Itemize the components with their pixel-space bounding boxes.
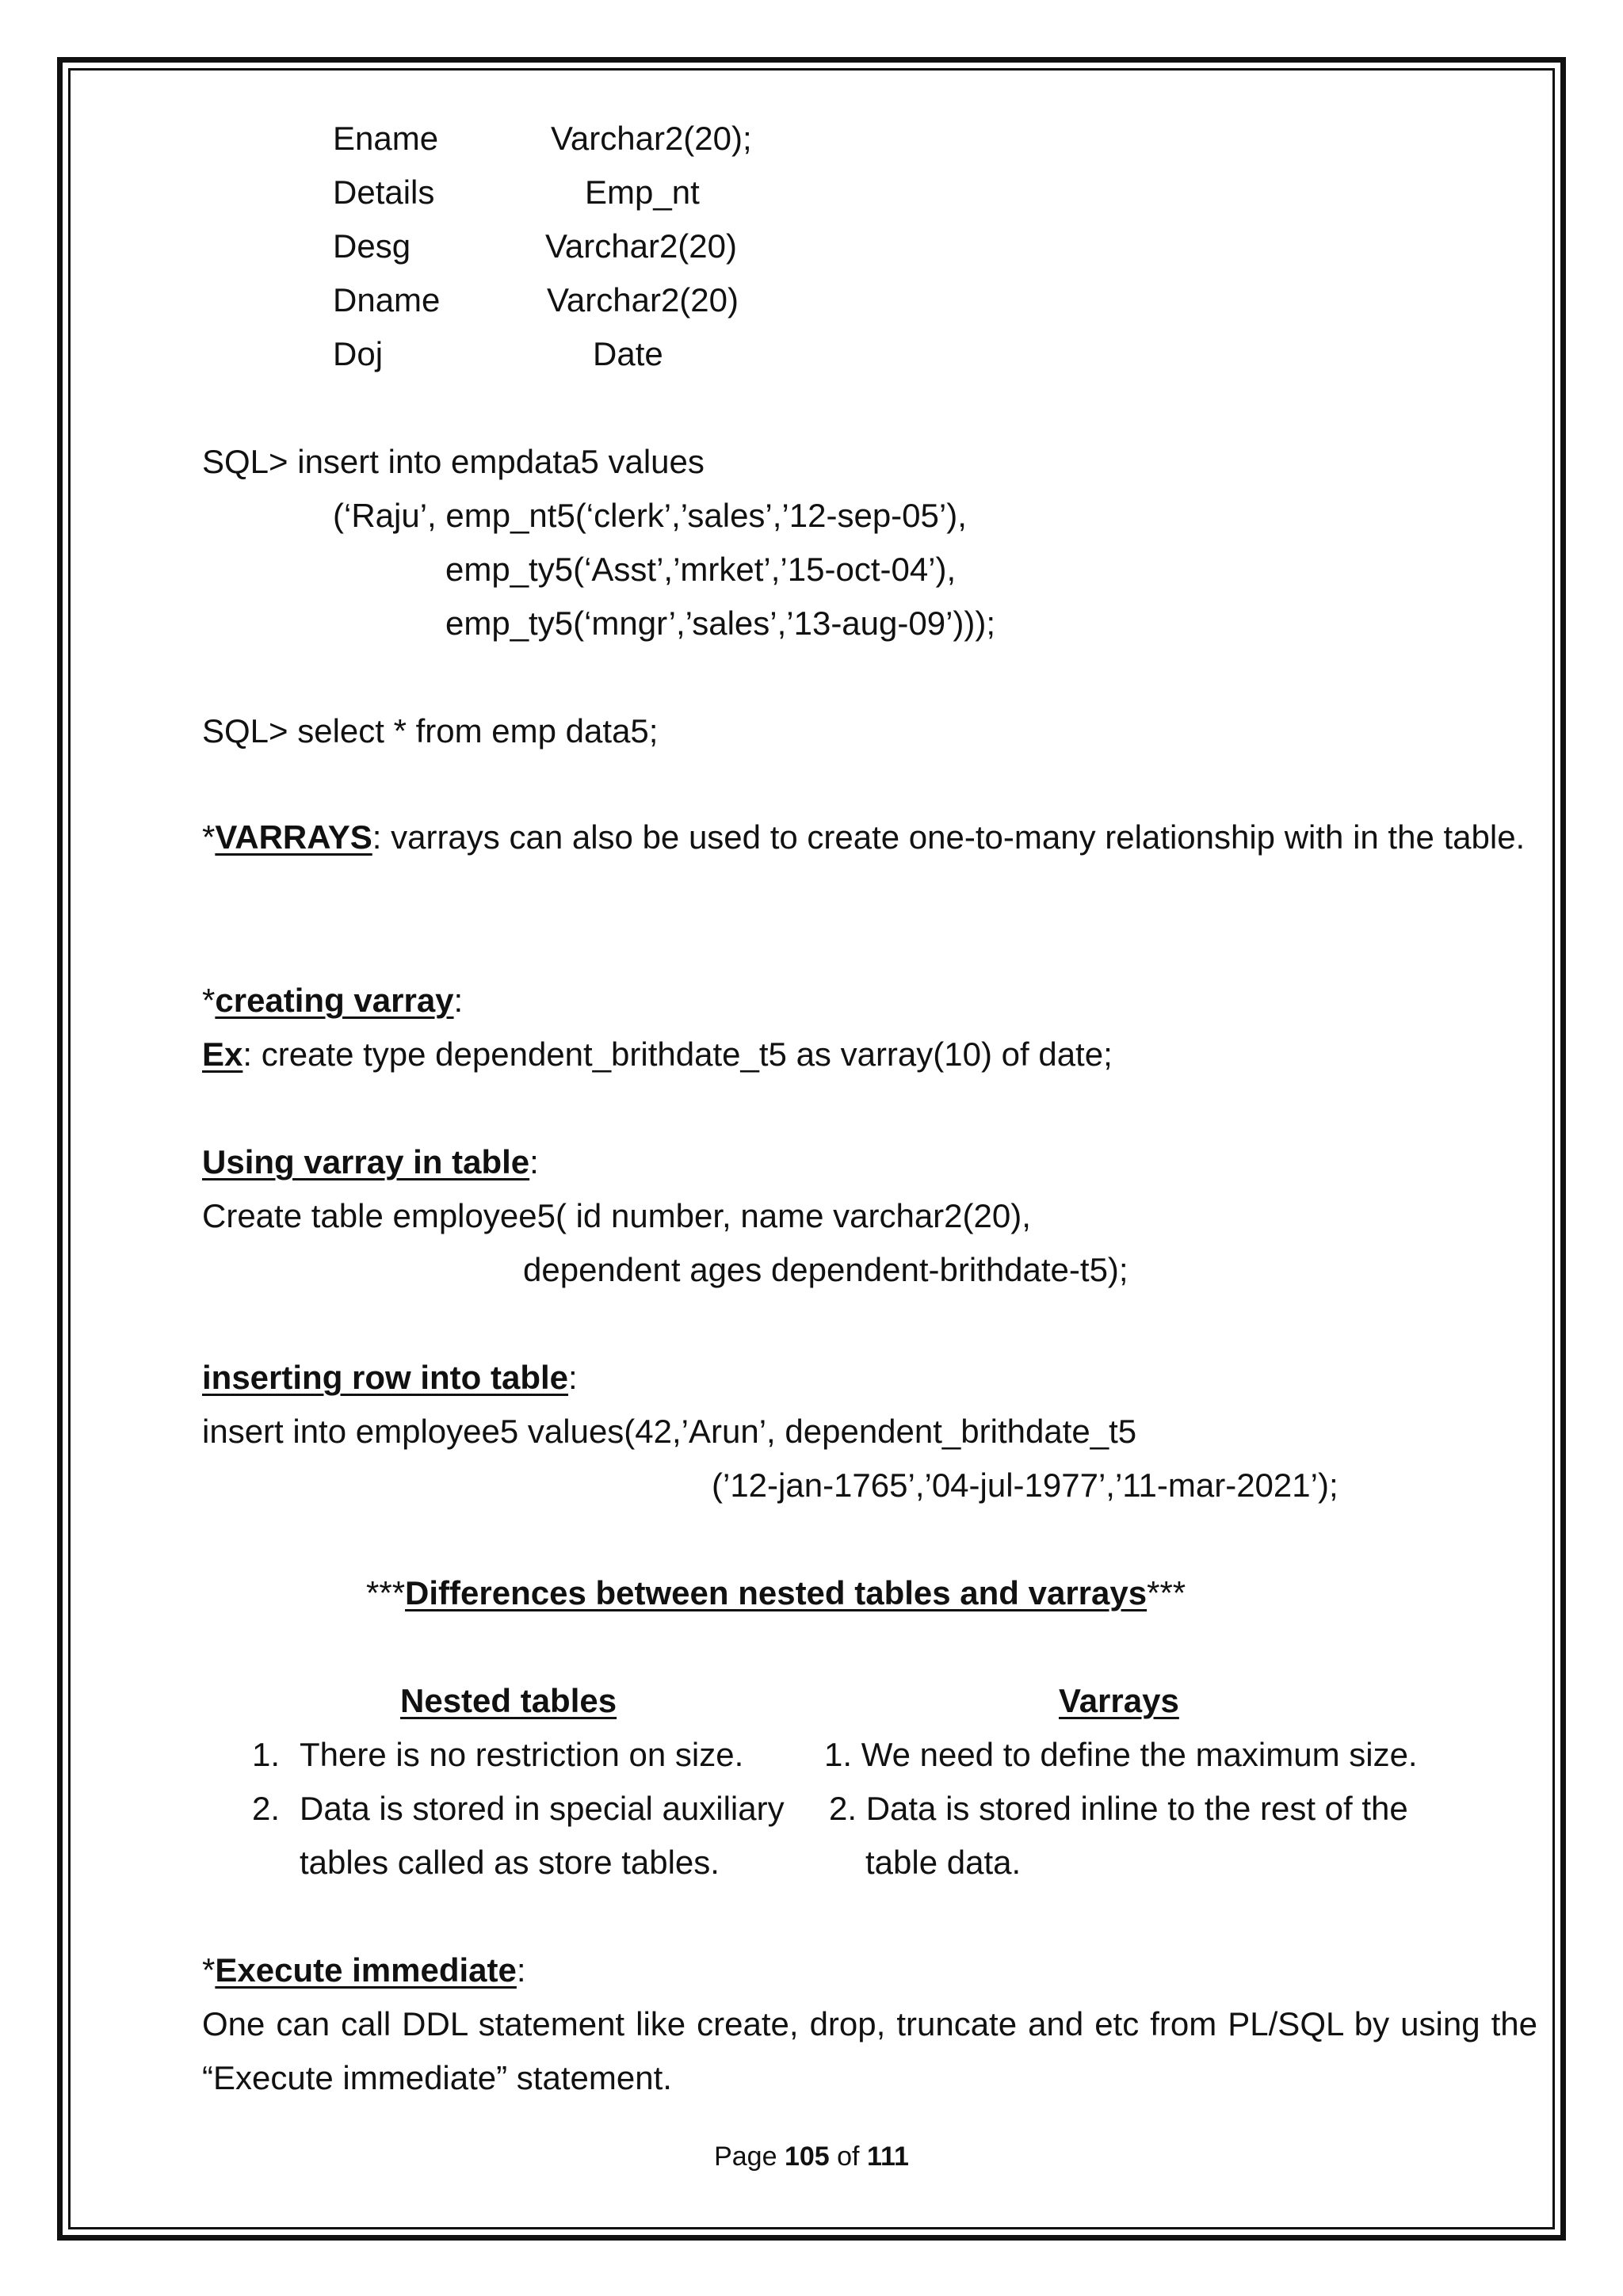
code-line: (‘Raju’, emp_nt5(‘clerk’,’sales’,’12-sep-05’), — [333, 497, 967, 534]
inserting-row-colon: : — [568, 1359, 578, 1396]
current-page-number: 105 — [784, 2142, 830, 2172]
footer-of-word: of — [837, 2142, 860, 2172]
creating-varray-heading: creating varray — [215, 982, 454, 1019]
list-number: 2. — [252, 1790, 281, 1827]
field-name: Desg — [333, 227, 411, 265]
code-line: (’12-jan-1765’,’04-jul-1977’,’11-mar-2021’); — [712, 1466, 1338, 1504]
total-page-count: 111 — [866, 2142, 909, 2172]
creating-varray-star: * — [202, 982, 216, 1019]
field-name: Dname — [333, 281, 441, 318]
code-line: emp_ty5(‘Asst’,’mrket’,’15-oct-04’), — [445, 551, 957, 588]
execute-star: * — [202, 1951, 216, 1989]
select-statement: SQL> select * from emp data5; — [202, 712, 659, 749]
list-item: 1. We need to define the maximum size. — [824, 1736, 1418, 1773]
execute-paragraph: One can call DDL statement like create, drop, truncate and etc from PL/SQL by using the “Execute immediate” statement. — [202, 2005, 1537, 2096]
code-line: Create table employee5( id number, name varchar2(20), — [202, 1197, 1031, 1234]
differences-prefix: *** — [366, 1574, 406, 1611]
list-item: 2. Data is stored inline to the rest of the — [829, 1790, 1408, 1827]
code-line: emp_ty5(‘mngr’,’sales’,’13-aug-09’))); — [445, 605, 996, 642]
field-type: Emp_nt — [585, 174, 700, 211]
varrays-header: Varrays — [1059, 1682, 1179, 1719]
differences-suffix: *** — [1147, 1574, 1186, 1611]
field-name: Doj — [333, 335, 384, 372]
ex-text: : create type dependent_brithdate_t5 as varray(10) of date; — [242, 1035, 1113, 1073]
field-type: Varchar2(20) — [547, 281, 739, 318]
creating-varray-section — [202, 981, 463, 1020]
list-item-continued: table data. — [865, 1844, 1022, 1881]
list-item: Data is stored in special auxiliary — [300, 1790, 785, 1827]
ex-label: Ex — [202, 1035, 243, 1073]
inserting-row-section — [202, 1358, 578, 1398]
list-item-continued: tables called as store tables. — [300, 1844, 720, 1881]
code-line: SQL> insert into empdata5 values — [202, 443, 705, 480]
using-varray-colon: : — [529, 1143, 539, 1180]
using-varray-heading: Using varray in table — [202, 1143, 530, 1180]
footer-page-word: Page — [714, 2142, 777, 2172]
code-line: insert into employee5 values(42,’Arun’, dependent_brithdate_t5 — [202, 1413, 1137, 1450]
field-type: Varchar2(20) — [545, 227, 737, 265]
differences-title: Differences between nested tables and varrays — [405, 1574, 1148, 1611]
list-number: 1. — [252, 1736, 281, 1773]
varrays-star: * — [202, 818, 216, 856]
varrays-heading: VARRAYS — [215, 818, 372, 856]
list-item: There is no restriction on size. — [300, 1736, 744, 1773]
varrays-text: : varrays can also be used to create one-to-many relationship with in the table. — [372, 818, 1526, 856]
creating-varray-colon: : — [453, 982, 464, 1019]
differences-heading — [366, 1573, 1186, 1613]
field-type: Date — [593, 335, 663, 372]
execute-colon: : — [516, 1951, 526, 1989]
inserting-row-heading: inserting row into table — [202, 1359, 569, 1396]
creating-varray-example — [202, 1035, 1113, 1074]
using-varray-section — [202, 1142, 539, 1182]
field-name: Details — [333, 174, 435, 211]
page-footer — [0, 2141, 1623, 2172]
execute-immediate-section — [202, 1951, 526, 1990]
field-type: Varchar2(20); — [551, 120, 752, 157]
code-line: dependent ages dependent-brithdate-t5); — [523, 1251, 1128, 1288]
execute-heading: Execute immediate — [215, 1951, 517, 1989]
field-name: Ename — [333, 120, 439, 157]
varrays-paragraph — [202, 810, 1537, 864]
nested-tables-header: Nested tables — [400, 1682, 617, 1719]
